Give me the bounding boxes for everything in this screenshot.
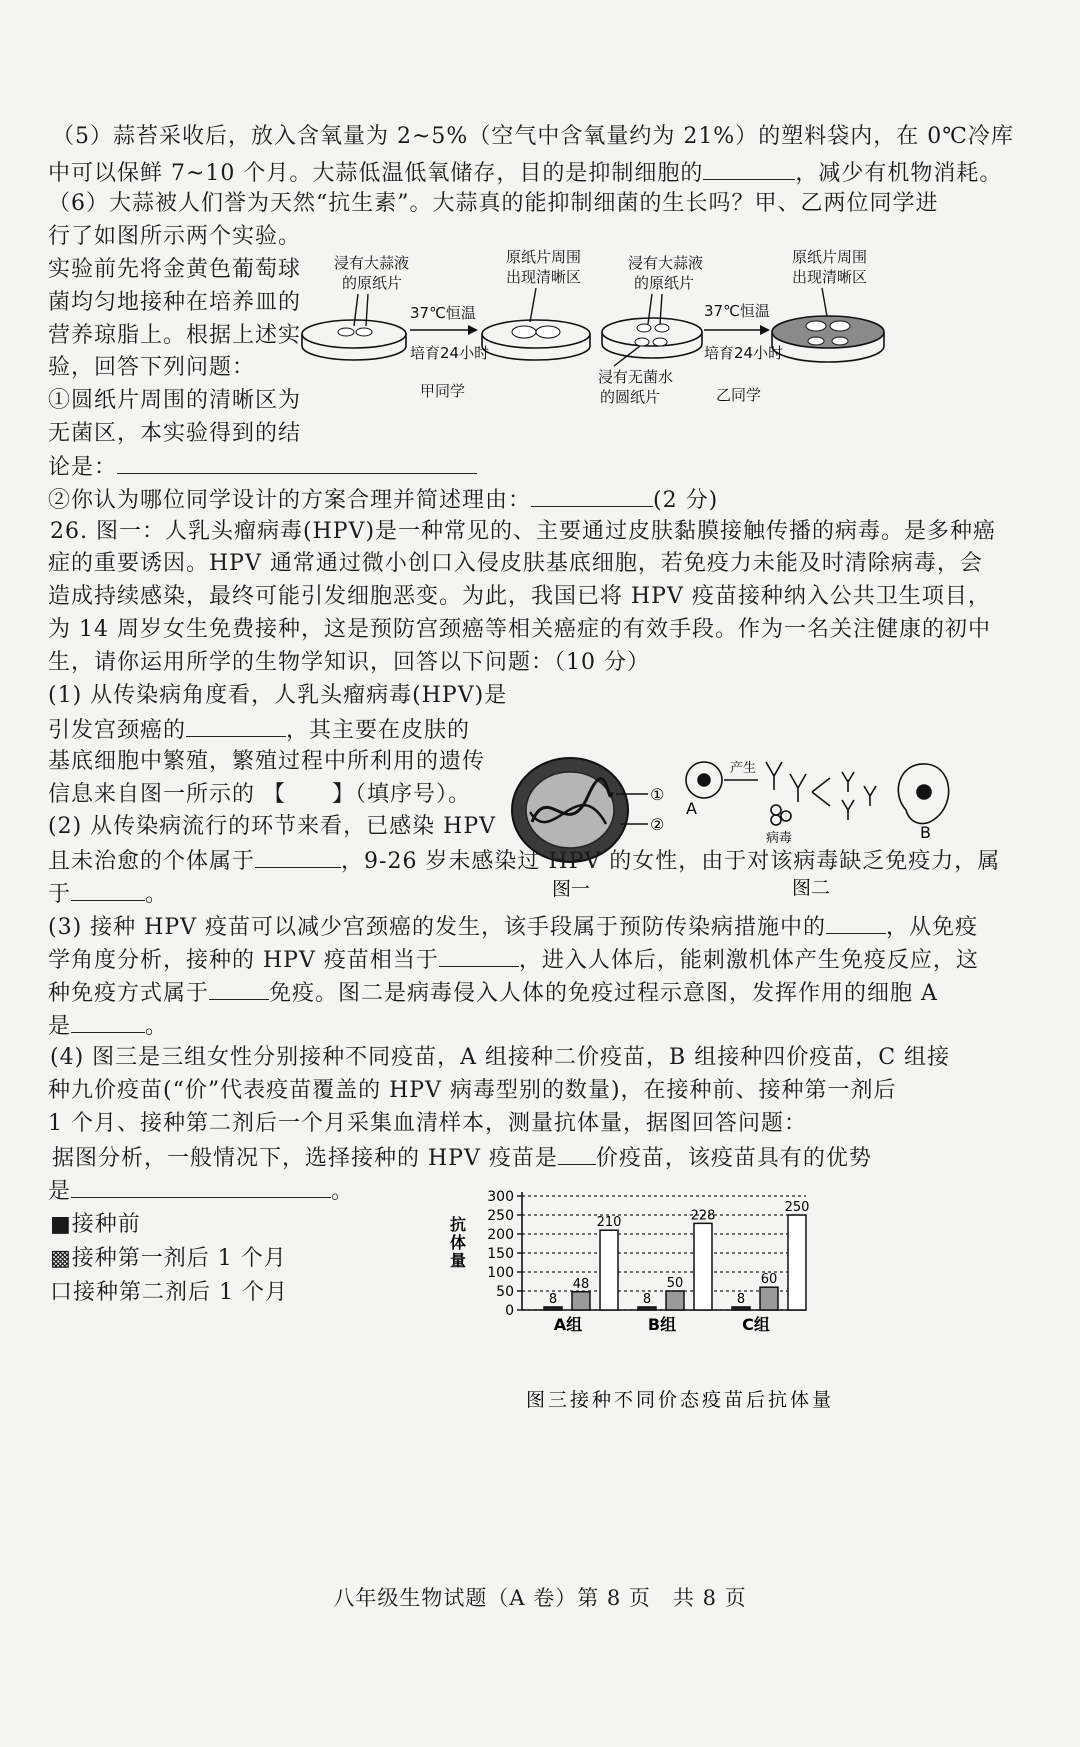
bar-value-label: 50 (666, 1276, 684, 1291)
cell-a-label: A (686, 799, 697, 818)
petri-dish-experiment-figure (296, 246, 896, 416)
figure-1-caption: 图一 (552, 878, 591, 900)
q5-text-b: ，减少有机物消耗。 (795, 161, 1003, 186)
part3-text-h: 。 (145, 1014, 169, 1039)
q6-conclusion-label: 论是： (48, 455, 118, 480)
part1-text-a: 引发宫颈癌的 (48, 718, 187, 743)
answer-blank (703, 157, 795, 180)
answer-blank (209, 977, 269, 1000)
answer-blank (71, 878, 145, 901)
chart-title: 图三接种不同价态疫苗后抗体量 (525, 1389, 835, 1411)
arrow-label-bottom-b: 培育24小时 (704, 344, 784, 362)
bar-value-label: 60 (760, 1272, 778, 1288)
part3-text-c: 学角度分析，接种的 HPV 疫苗相当于 (48, 948, 439, 973)
part4-line-5 (48, 1175, 354, 1207)
petri-dish-icon (482, 320, 590, 360)
q26-line-4: 为 14 周岁女生免费接种，这是预防宫颈癌等相关癌症的有效手段。作为一名关注健康的初中 (48, 617, 991, 642)
part4-line-1: (4) 图三是三组女性分别接种不同疫苗，A 组接种二价疫苗，B 组接种四价疫苗，C 组接 (50, 1045, 951, 1070)
answer-blank (439, 944, 519, 967)
legend-first-dose: ▩接种第一剂后 1 个月 (50, 1246, 287, 1271)
answer-blank (186, 714, 286, 737)
q6-line-9 (48, 451, 477, 483)
label-clear-zone: 原纸片周围 (506, 248, 582, 266)
arrow-label-bottom: 培育24小时 (410, 344, 490, 362)
y-tick-label: 250 (487, 1208, 514, 1224)
q6-line-1: （6）大蒜被人们誉为天然“抗生素”。大蒜真的能抑制细菌的生长吗？甲、乙两位同学进 (48, 191, 939, 216)
antibody-bar-chart (450, 1182, 910, 1422)
y-axis-label: 量 (450, 1251, 467, 1270)
part3-text-g: 是 (48, 1014, 72, 1039)
page-footer: 八年级生物试题（A 卷）第 8 页 共 8 页 (333, 1586, 747, 1610)
part1-text-b: ，其主要在皮肤的 (286, 718, 471, 743)
part1-line-1: (1) 从传染病角度看，人乳头瘤病毒(HPV)是 (48, 683, 508, 708)
q6-line-6: 验，回答下列问题： (48, 355, 256, 380)
part4-text-c: 是 (48, 1179, 72, 1204)
answer-blank (117, 451, 477, 474)
part3-line-4 (48, 1010, 168, 1042)
part4-text-b: 价疫苗，该疫苗具有的优势 (595, 1146, 872, 1171)
figure-2-caption: 图二 (792, 877, 831, 899)
label-sterile-paper-2: 的圆纸片 (600, 388, 661, 406)
q26-line-3: 造成持续感染，最终可能引发细胞恶变。为此，我国已将 HPV 疫苗接种纳入公共卫生项目， (48, 584, 991, 609)
part2-line-1: (2) 从传染病流行的环节来看，已感染 HPV (48, 814, 497, 839)
category-label: A组 (553, 1315, 583, 1334)
marker-2: ② (650, 815, 665, 834)
bar-value-label: 8 (642, 1291, 652, 1307)
label-clear-zone-b2: 出现清晰区 (792, 268, 868, 286)
q6-line-4: 菌均匀地接种在培养皿的 (48, 290, 302, 315)
bar (732, 1307, 750, 1310)
q26-line-5: 生，请你运用所学的生物学知识，回答以下问题：（10 分） (48, 650, 650, 675)
bar (788, 1215, 806, 1310)
label-garlic-paper-b2: 的原纸片 (634, 274, 695, 292)
bar (760, 1287, 778, 1310)
part3-text-e: 种免疫方式属于 (48, 981, 210, 1006)
q26-line-2: 症的重要诱因。HPV 通常通过微小创口入侵皮肤基底细胞，若免疫力未能及时清除病毒，会 (48, 551, 983, 576)
cell-b-label: B (920, 823, 931, 842)
part3-text-d: ，进入人体后，能刺激机体产生免疫反应，这 (518, 948, 979, 973)
bar (600, 1230, 618, 1310)
part2-line-2 (48, 845, 1000, 877)
y-tick-label: 50 (496, 1284, 514, 1300)
y-axis-label: 抗 (450, 1215, 467, 1234)
bar-value-label: 210 (596, 1215, 622, 1231)
bar-value-label: 250 (784, 1200, 810, 1215)
y-tick-label: 100 (487, 1265, 514, 1281)
y-tick-label: 150 (487, 1246, 514, 1262)
part4-text-d: 。 (331, 1179, 355, 1204)
produce-label: 产生 (730, 761, 757, 776)
part2-text-c: 于 (48, 882, 72, 907)
y-tick-label: 0 (505, 1303, 514, 1319)
part2-line-3 (48, 878, 168, 910)
part4-line-2: 种九价疫苗(“价”代表疫苗覆盖的 HPV 病毒型别的数量)，在接种前、接种第一剂后 (48, 1078, 897, 1103)
bar (666, 1291, 684, 1310)
q6-line-7: ①圆纸片周围的清晰区为 (48, 388, 302, 413)
petri-dish-icon (602, 318, 702, 358)
q26-line-1: 26. 图一：人乳头瘤病毒(HPV)是一种常见的、主要通过皮肤黏膜接触传播的病毒。是多种癌 (50, 519, 997, 544)
q6-line-3: 实验前先将金黄色葡萄球 (48, 257, 302, 282)
part1-line-2 (48, 714, 470, 746)
q6-score: (2 分) (653, 488, 719, 513)
q6-line-8: 无菌区，本实验得到的结 (48, 421, 302, 446)
virus-label: 病毒 (766, 831, 793, 846)
immune-process-figure-2 (680, 752, 960, 902)
q6-reason-label: ②你认为哪位同学设计的方案合理并简述理由： (48, 488, 532, 513)
arrow-label-top-b: 37℃恒温 (704, 302, 770, 320)
answer-blank (558, 1142, 596, 1165)
petri-dish-icon (772, 316, 884, 362)
part3-line-2 (48, 944, 979, 976)
y-tick-label: 200 (487, 1227, 514, 1243)
answer-blank (531, 484, 653, 507)
q6-line-2: 行了如图所示两个实验。 (48, 224, 302, 249)
answer-blank (826, 911, 886, 934)
label-clear-zone-2: 出现清晰区 (506, 268, 582, 286)
legend-before: ■接种前 (50, 1212, 141, 1237)
part4-text-a: 据图分析，一般情况下，选择接种的 HPV 疫苗是 (52, 1146, 558, 1171)
q5-line-1: （5）蒜苔采收后，放入含氧量为 2~5%（空气中含氧量约为 21%）的塑料袋内，在 0℃冷库 (52, 124, 1014, 149)
part3-text-a: (3) 接种 HPV 疫苗可以减少宫颈癌的发生，该手段属于预防传染病措施中的 (48, 915, 827, 940)
part4-line-3: 1 个月、接种第二剂后一个月采集血清样本，测量抗体量，据图回答问题： (48, 1111, 807, 1136)
bar-value-label: 8 (736, 1291, 746, 1307)
marker-1: ① (650, 785, 665, 804)
part3-line-3 (48, 977, 938, 1009)
answer-blank (71, 1010, 145, 1033)
bar (544, 1307, 562, 1310)
student-a-label: 甲同学 (420, 382, 466, 400)
part1-line-4: 信息来自图一所示的 【 】（填序号）。 (48, 782, 471, 807)
bar-value-label: 8 (548, 1291, 558, 1307)
part2-text-b: ，9-26 岁未感染过 HPV 的女性，由于对该病毒缺乏免疫力，属 (341, 849, 1001, 874)
answer-blank (71, 1175, 331, 1198)
label-garlic-paper-b: 浸有大蒜液 (628, 254, 704, 272)
part2-text-d: 。 (145, 882, 169, 907)
student-b-label: 乙同学 (716, 386, 762, 404)
virus-figure-1 (508, 752, 678, 902)
part3-text-f: 免疫。图二是病毒侵入人体的免疫过程示意图，发挥作用的细胞 A (269, 981, 938, 1006)
q6-line-10 (48, 484, 718, 516)
q5-line-2 (48, 157, 1002, 189)
category-label: B组 (647, 1315, 677, 1334)
y-tick-label: 300 (487, 1189, 514, 1205)
label-sterile-paper: 浸有无菌水 (598, 368, 674, 386)
bar (694, 1223, 712, 1310)
part3-text-b: ，从免疫 (886, 915, 979, 940)
y-axis-label: 体 (450, 1233, 467, 1252)
label-garlic-paper-2: 的原纸片 (342, 274, 403, 292)
bar (638, 1307, 656, 1310)
bar-value-label: 228 (690, 1208, 716, 1224)
q5-text-a: 中可以保鲜 7~10 个月。大蒜低温低氧储存，目的是抑制细胞的 (48, 161, 704, 186)
part4-line-4 (52, 1142, 872, 1174)
bar (572, 1292, 590, 1310)
bar-value-label: 48 (572, 1276, 590, 1292)
arrow-label-top: 37℃恒温 (410, 304, 476, 322)
part2-text-a: 且未治愈的个体属于 (48, 849, 256, 874)
part3-line-1 (48, 911, 978, 943)
legend-second-dose: 口接种第二剂后 1 个月 (50, 1280, 288, 1305)
label-garlic-paper: 浸有大蒜液 (334, 254, 410, 272)
category-label: C组 (742, 1315, 770, 1334)
q6-line-5: 营养琼脂上。根据上述实 (48, 323, 302, 348)
label-clear-zone-b: 原纸片周围 (792, 248, 868, 266)
part1-line-3: 基底细胞中繁殖，繁殖过程中所利用的遗传 (48, 749, 486, 774)
answer-blank (255, 845, 341, 868)
